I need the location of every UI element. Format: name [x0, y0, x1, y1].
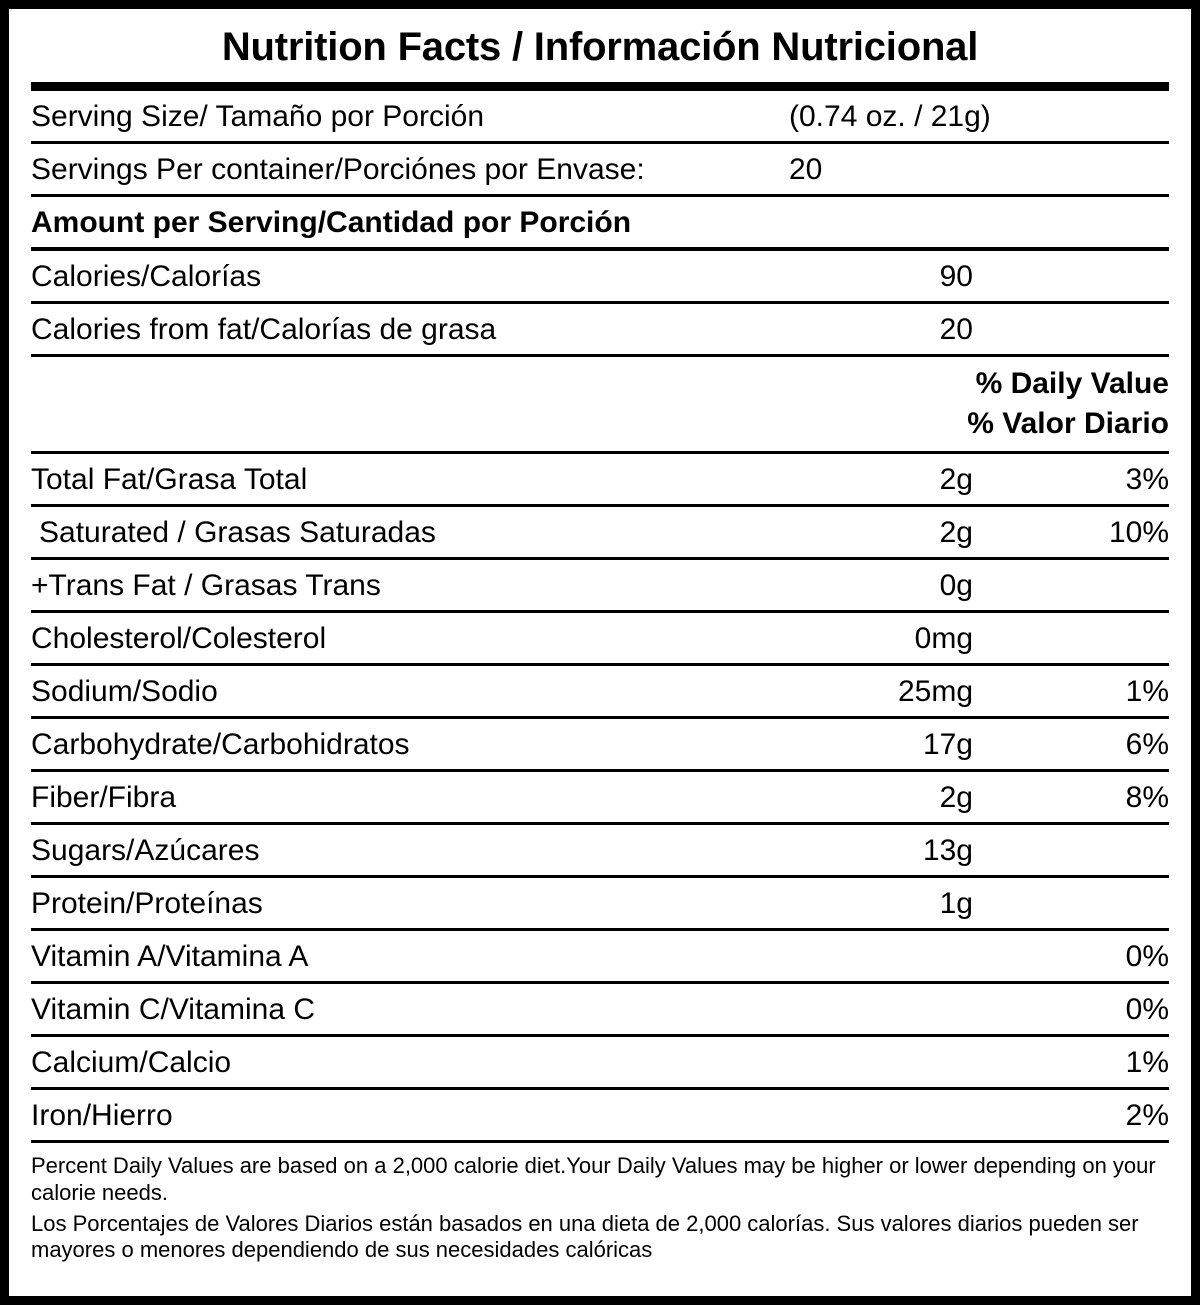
nutrient-daily-value: 1% — [1125, 675, 1169, 708]
daily-value-header-en: % Daily Value — [975, 367, 1169, 400]
calories-from-fat-value: 20 — [939, 313, 973, 346]
table-row — [31, 931, 1169, 981]
daily-value-header-es: % Valor Diario — [967, 407, 1169, 440]
nutrient-name: Saturated / Grasas Saturadas — [39, 516, 436, 549]
table-row — [31, 666, 1169, 716]
footnote-en: Percent Daily Values are based on a 2,000 calorie diet.Your Daily Values may be higher or lower depending on your calorie needs. — [31, 1153, 1156, 1205]
nutrient-amount: 0g — [939, 569, 973, 602]
nutrient-amount: 1g — [939, 887, 973, 920]
calories-from-fat-row — [31, 304, 1169, 354]
table-row — [31, 454, 1169, 504]
nutrient-name: Vitamin A/Vitamina A — [31, 940, 309, 973]
table-row — [31, 772, 1169, 822]
nutrient-name: Fiber/Fibra — [31, 781, 177, 814]
nutrient-name: +Trans Fat / Grasas Trans — [31, 569, 381, 602]
serving-size-label: Serving Size/ Tamaño por Porción — [31, 100, 485, 133]
nutrient-name: Sugars/Azúcares — [31, 834, 260, 867]
nutrient-name: Sodium/Sodio — [31, 675, 218, 708]
divider-title — [31, 82, 1169, 91]
serving-size-row — [31, 91, 1169, 141]
nutrient-amount: 0mg — [914, 622, 973, 655]
table-row — [31, 1037, 1169, 1087]
nutrient-daily-value: 3% — [1125, 463, 1169, 496]
footnote-block — [31, 1143, 1169, 1264]
nutrient-amount: 25mg — [897, 675, 973, 708]
nutrient-daily-value: 0% — [1125, 940, 1169, 973]
nutrient-daily-value: 1% — [1125, 1046, 1169, 1079]
nutrient-daily-value: 6% — [1125, 728, 1169, 761]
table-row — [31, 984, 1169, 1034]
serving-size-value: (0.74 oz. / 21g) — [789, 100, 991, 133]
nutrient-name: Vitamin C/Vitamina C — [31, 993, 316, 1026]
page-title: Nutrition Facts / Información Nutricional — [221, 25, 979, 69]
footnote-es: Los Porcentajes de Valores Diarios están basados en una dieta de 2,000 calorías. Sus valores diarios pueden ser mayores o menores dependiendo de sus necesidades calóricas — [31, 1210, 1139, 1263]
nutrient-amount: 17g — [922, 728, 973, 761]
servings-per-container-value: 20 — [789, 153, 823, 186]
nutrient-name: Carbohydrate/Carbohidratos — [31, 728, 410, 761]
nutrient-amount: 2g — [939, 463, 973, 496]
nutrient-daily-value: 8% — [1125, 781, 1169, 814]
nutrient-daily-value: 0% — [1125, 993, 1169, 1026]
nutrient-list — [31, 454, 1169, 1143]
calories-from-fat-label: Calories from fat/Calorías de grasa — [31, 313, 497, 346]
servings-per-container-row — [31, 144, 1169, 194]
nutrient-amount: 2g — [939, 516, 973, 549]
nutrient-name: Protein/Proteínas — [31, 887, 263, 920]
nutrient-daily-value: 2% — [1125, 1099, 1169, 1132]
amount-per-serving-label: Amount per Serving/Cantidad por Porción — [31, 206, 632, 239]
table-row — [31, 613, 1169, 663]
nutrient-name: Total Fat/Grasa Total — [31, 463, 308, 496]
table-row — [31, 719, 1169, 769]
calories-row — [31, 251, 1169, 301]
nutrient-amount: 13g — [922, 834, 973, 867]
table-row — [31, 560, 1169, 610]
table-row — [31, 825, 1169, 875]
nutrient-amount: 2g — [939, 781, 973, 814]
calories-label: Calories/Calorías — [31, 260, 262, 293]
table-row — [31, 878, 1169, 928]
nutrient-name: Calcium/Calcio — [31, 1046, 232, 1079]
amount-per-serving-row — [31, 197, 1169, 247]
nutrient-name: Iron/Hierro — [31, 1099, 173, 1132]
nutrient-daily-value: 10% — [1108, 516, 1169, 549]
table-row — [31, 507, 1169, 557]
servings-per-container-label: Servings Per container/Porciónes por Envase: — [31, 153, 645, 186]
calories-value: 90 — [939, 260, 973, 293]
nutrient-name: Cholesterol/Colesterol — [31, 622, 327, 655]
table-row — [31, 1090, 1169, 1140]
